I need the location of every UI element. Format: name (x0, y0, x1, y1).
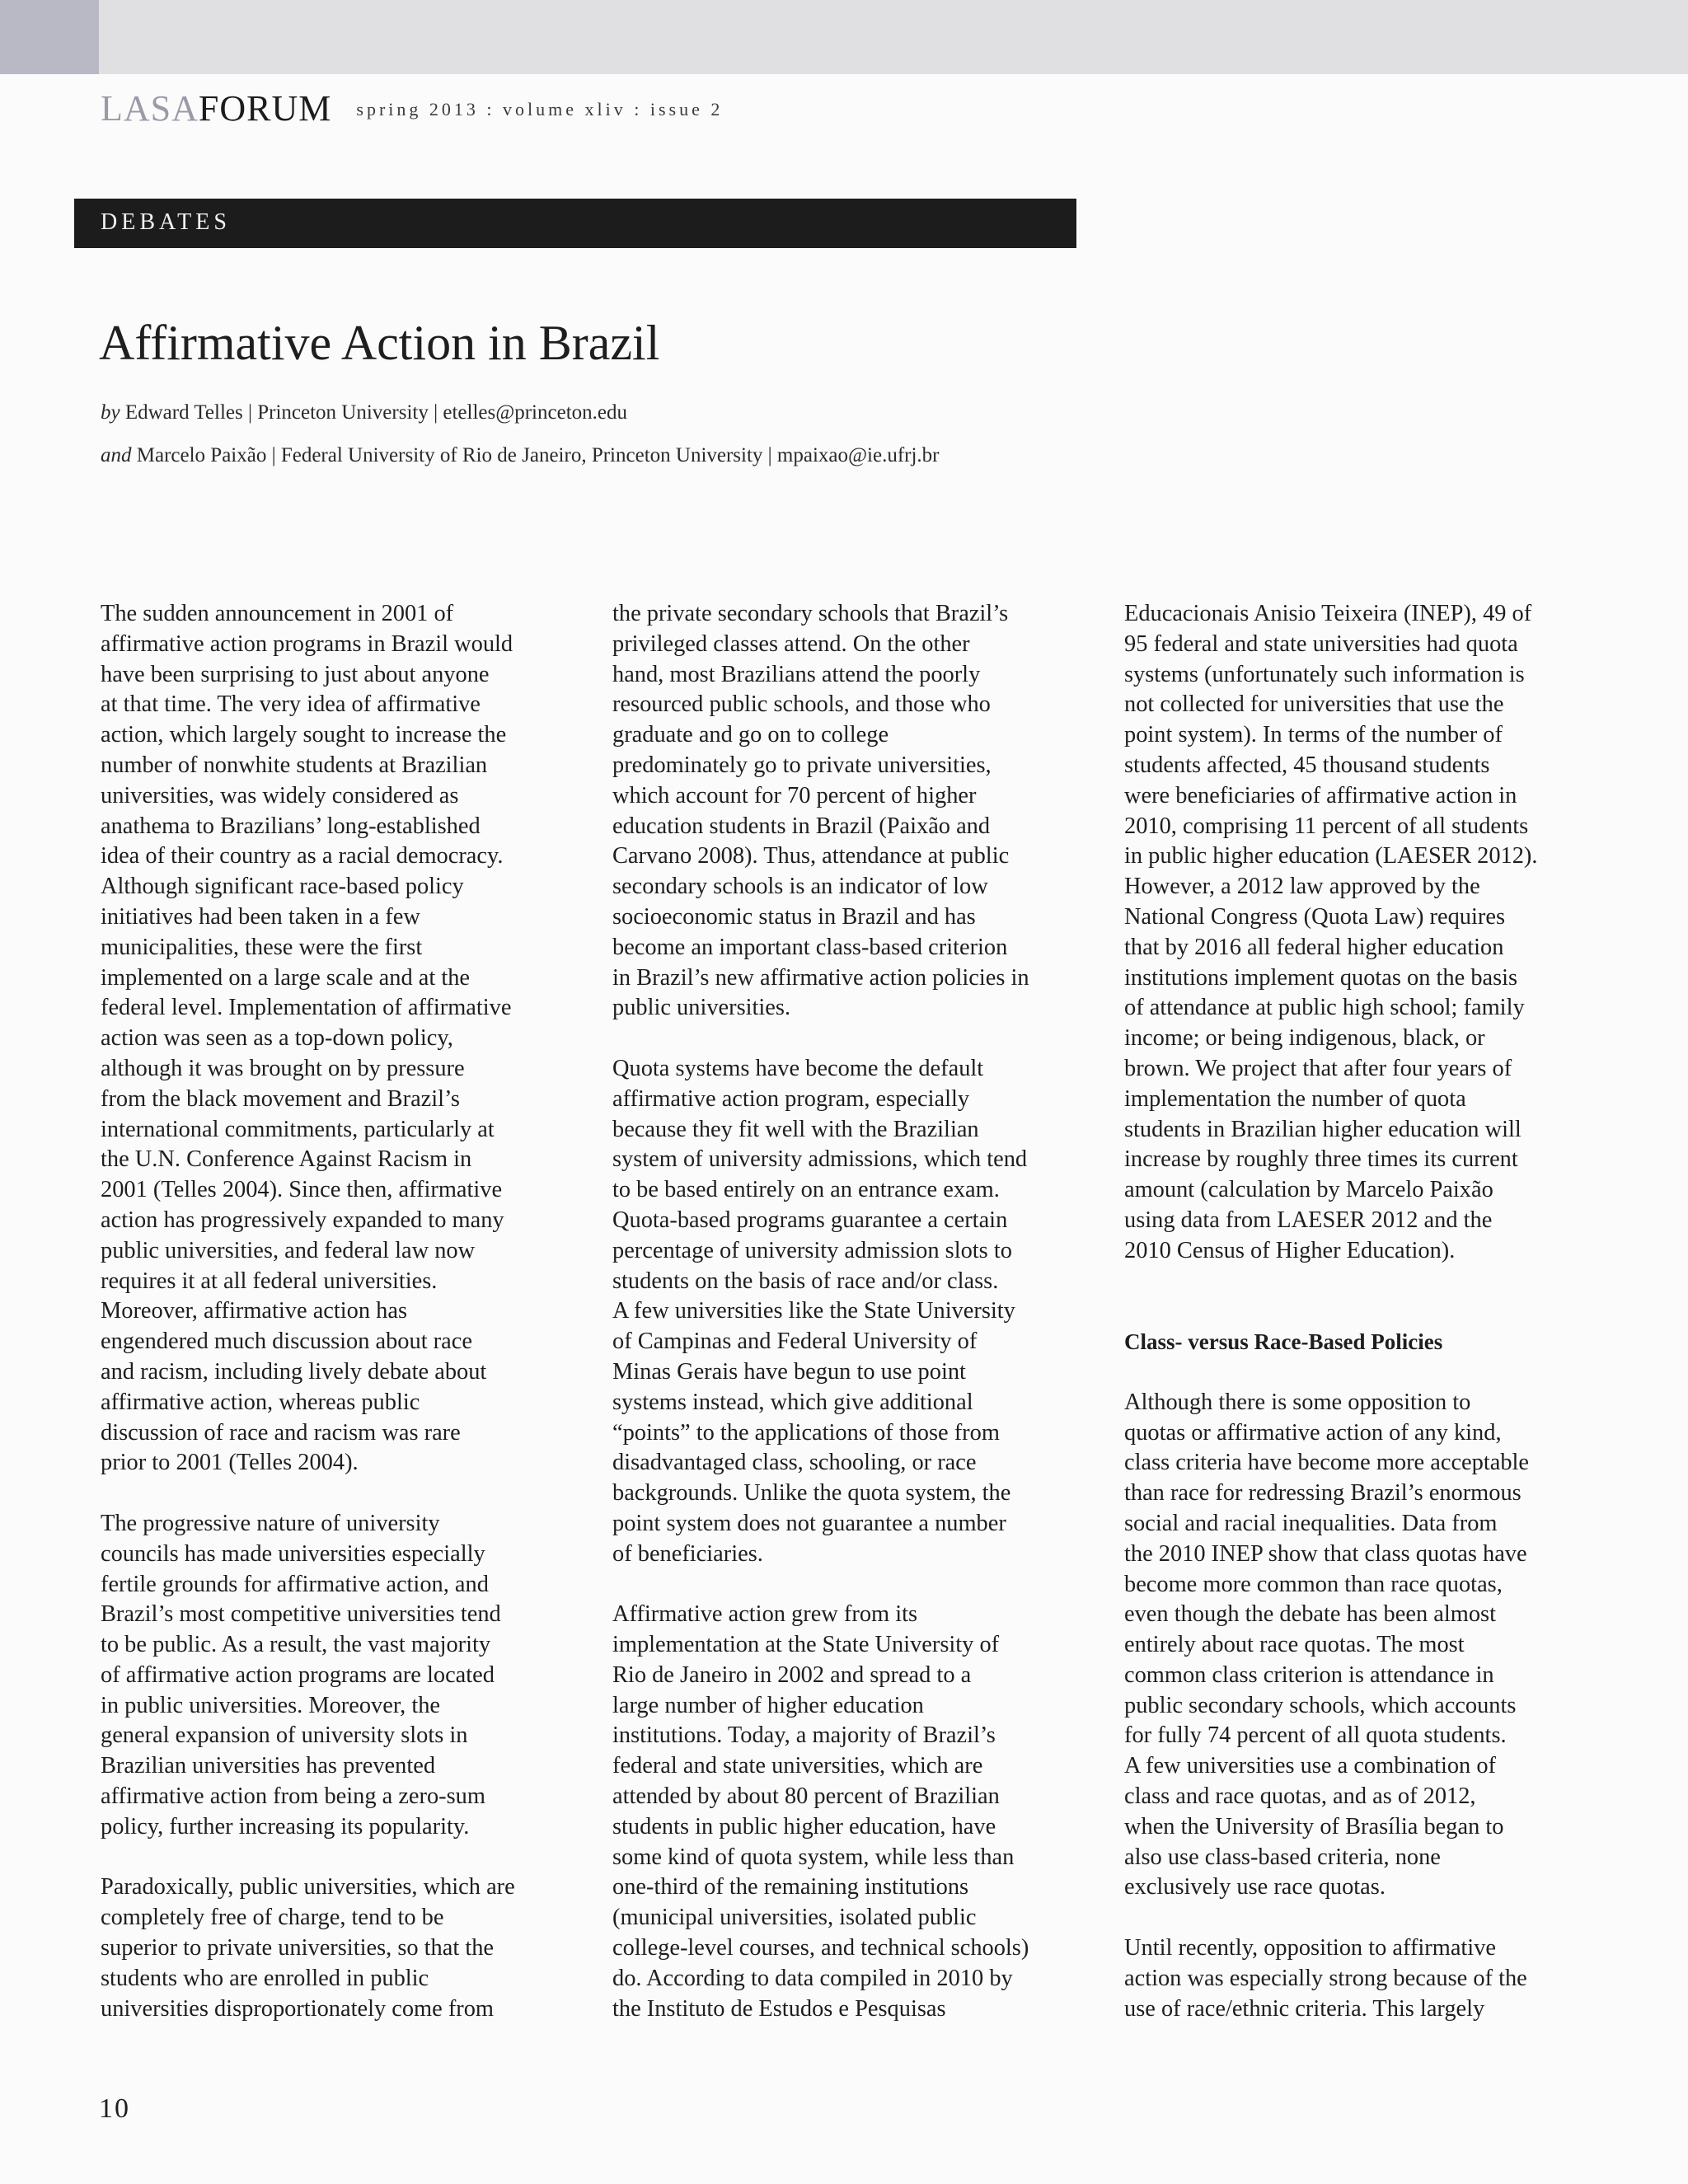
section-label: DEBATES (101, 209, 231, 235)
article-column-2 (612, 599, 1107, 2024)
byline-author-1 (101, 401, 627, 424)
section-heading: Class- versus Race-Based Policies (1124, 1329, 1443, 1355)
paragraph: Educacionais Anisio Teixeira (INEP), 49 of 95 federal and state universities had quota systems (unfortunately such information is not collected for universities that use the point system). In terms of the number of students affected, 45 thousand students were beneficiaries of affirmative action in 2010, comprising 11 percent of all students in public higher education (LAESER 2012). However, a 2012 law approved by the National Congress (Quota Law) requires that by 2016 all federal higher education institutions implement quotas on the basis of attendance at public high school; family income; or being indigenous, black, or brown. We project that after four years of implementation the number of quota students in Brazilian higher education will increase by roughly three times its current amount (calculation by Marcelo Paixão using data from LAESER 2012 and the 2010 Census of Higher Education). (1124, 601, 1538, 1263)
masthead-issue: spring 2013 : volume xliv : issue 2 (356, 99, 724, 120)
page-number: 10 (99, 2093, 130, 2124)
paragraph: The sudden announcement in 2001 of affirmative action programs in Brazil would have been surprising to just about anyone at that time. The very idea of affirmative action, which largely sought to increase the number of nonwhite students at Brazilian universities, was widely considered as anathema to Brazilians’ long-established idea of their country as a racial democracy. Although significant race-based policy initiatives had been taken in a few municipalities, these were the first implemented on a large scale and at the federal level. Implementation of affirmative action was seen as a top-down policy, although it was brought on by pressure from the black movement and Brazil’s international commitments, particularly at the U.N. Conference Against Racism in 2001 (Telles 2004). Since then, affirmative action has progressively expanded to many public universities, and federal law now requires it at all federal universities. Moreover, affirmative action has engendered much discussion about race and racism, including lively debate about affirmative action, whereas public discussion of race and racism was rare prior to 2001 (Telles 2004). (101, 601, 513, 1476)
paragraph: Quota systems have become the default affirmative action program, especially because they fit well with the Brazilian system of university admissions, which tend to be based entirely on an entrance exam. Quota-based programs guarantee a certain percentage of university admission slots to students on the basis of race and/or class. A few universities like the State University of Campinas and Federal University of Minas Gerais have begun to use point systems instead, which give additional “points” to the applications of those from disadvantaged class, schooling, or race backgrounds. Unlike the quota system, the point system does not guarantee a number of beneficiaries. (612, 1055, 1028, 1567)
article-column-3 (1124, 599, 1619, 2024)
paragraph: Affirmative action grew from its implementation at the State University of Rio de Janeiro in 2002 and spread to a large number of higher education institutions. Today, a majority of Brazil’s federal and state universities, which are attended by about 80 percent of Brazilian students in public higher education, have some kind of quota system, while less than one-third of the remaining institutions (municipal universities, isolated public college-level courses, and technical schools) do. According to data compiled in 2010 by the Instituto de Estudos e Pesquisas (612, 1601, 1029, 2022)
top-tab-marker (0, 0, 99, 74)
paragraph: Paradoxically, public universities, which are completely free of charge, tend to be superior to private universities, so that the students who are enrolled in public universities disproportionately come from (101, 1874, 515, 2022)
top-band (0, 0, 1688, 74)
paragraph: The progressive nature of university councils has made universities especially fertile grounds for affirmative action, and Brazil’s most competitive universities tend to be public. As a result, the vast majority of affirmative action programs are located in public universities. Moreover, the general expansion of university slots in Brazilian universities has prevented affirmative action from being a zero-sum policy, further increasing its popularity. (101, 1510, 501, 1840)
article-title: Affirmative Action in Brazil (99, 316, 660, 370)
section-bar (74, 199, 1076, 248)
byline-author-2-text: Marcelo Paixão | Federal University of Rio de Janeiro, Princeton University | mpaixao@ie.ufrj.br (136, 444, 940, 466)
paragraph: Until recently, opposition to affirmative action was especially strong because of the use of race/ethnic criteria. This largely (1124, 1935, 1527, 2022)
article-column-1 (101, 599, 595, 2024)
masthead-forum: FORUM (198, 88, 332, 129)
byline-prefix-and: and (101, 444, 132, 466)
byline-author-2 (101, 444, 940, 467)
byline-prefix-by: by (101, 401, 120, 424)
masthead (101, 87, 723, 129)
byline-author-1-text: Edward Telles | Princeton University | etelles@princeton.edu (124, 401, 627, 424)
paragraph: Although there is some opposition to quotas or affirmative action of any kind, class criteria have become more acceptable than race for redressing Brazil’s enormous social and racial inequalities. Data from the 2010 INEP show that class quotas have become more common than race quotas, even though the debate has been almost entirely about race quotas. The most common class criterion is attendance in public secondary schools, which accounts for fully 74 percent of all quota students. A few universities use a combination of class and race quotas, and as of 2012, when the University of Brasília began to also use class-based criteria, none exclusively use race quotas. (1124, 1389, 1530, 1900)
masthead-lasa: LASA (101, 88, 199, 129)
paragraph: the private secondary schools that Brazil’s privileged classes attend. On the other hand, most Brazilians attend the poorly resourced public schools, and those who graduate and go on to college predominately go to private universities, which account for 70 percent of higher education students in Brazil (Paixão and Carvano 2008). Thus, attendance at public secondary schools is an indicator of low socioeconomic status in Brazil and has become an important class-based criterion in Brazil’s new affirmative action policies in public universities. (612, 601, 1029, 1021)
